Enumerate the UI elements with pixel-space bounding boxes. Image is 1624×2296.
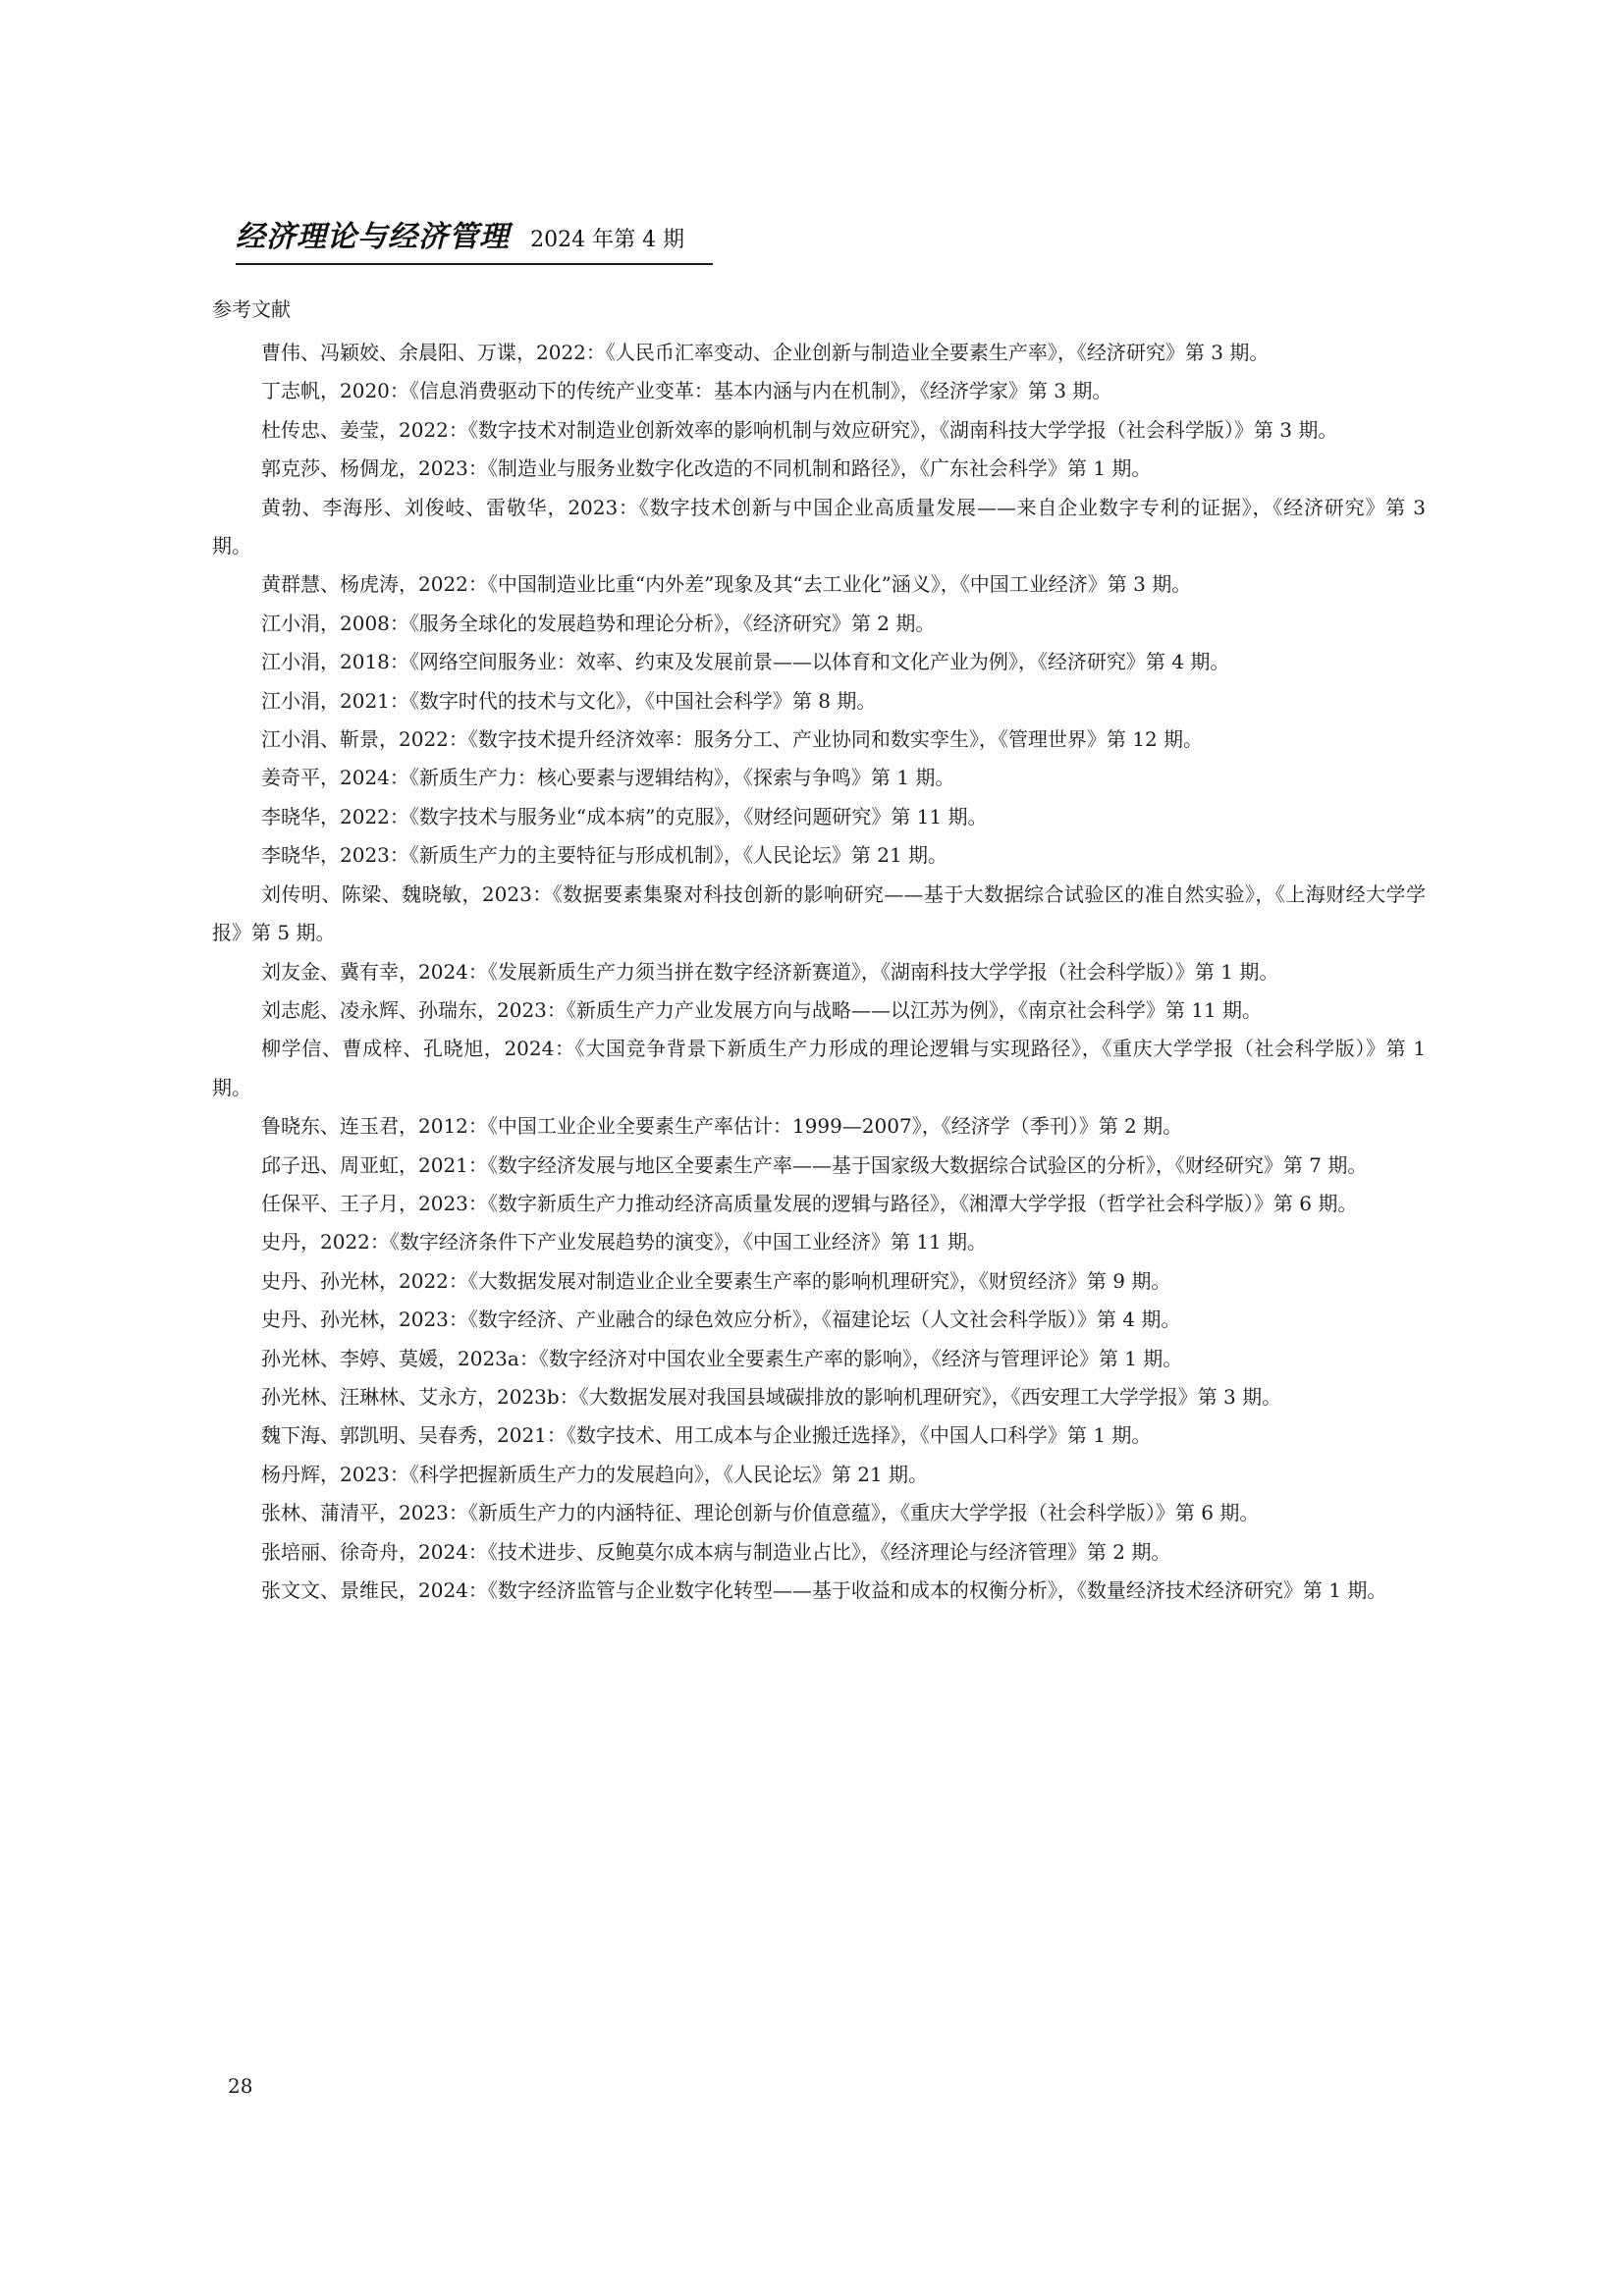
reference-entry: 柳学信、曹成梓、孔晓旭，2024：《大国竞争背景下新质生产力形成的理论逻辑与实现路径》，《重庆大学学报（社会科学版）》第 1 期。 — [212, 1037, 1426, 1099]
issue-number: 2024 年第 4 期 — [530, 228, 685, 252]
reference-entry: 史丹，2022：《数字经济条件下产业发展趋势的演变》，《中国工业经济》第 11 期。 — [261, 1230, 988, 1255]
reference-entry: 郭克莎、杨倜龙，2023：《制造业与服务业数字化改造的不同机制和路径》，《广东社会科学》第 1 期。 — [261, 456, 1152, 481]
reference-entry: 鲁晓东、连玉君，2012：《中国工业企业全要素生产率估计：1999—2007》，《经济学（季刊）》第 2 期。 — [261, 1114, 1183, 1139]
reference-entry: 姜奇平，2024：《新质生产力：核心要素与逻辑结构》，《探索与争鸣》第 1 期。 — [261, 766, 955, 790]
reference-entry: 刘志彪、凌永辉、孙瑞东，2023：《新质生产力产业发展方向与战略——以江苏为例》，《南京社会科学》第 11 期。 — [261, 997, 1263, 1022]
running-header — [236, 214, 713, 265]
page-number: 28 — [228, 2074, 253, 2098]
reference-entry: 江小涓，2008：《服务全球化的发展趋势和理论分析》，《经济研究》第 2 期。 — [261, 611, 936, 635]
reference-entry: 张培丽、徐奇舟，2024：《技术进步、反鲍莫尔成本病与制造业占比》，《经济理论与经济管理》第 2 期。 — [261, 1539, 1171, 1564]
reference-entry: 李晓华，2022：《数字技术与服务业“成本病”的克服》，《财经问题研究》第 11 期。 — [261, 804, 988, 828]
reference-entry: 孙光林、汪琳林、艾永方，2023b：《大数据发展对我国县域碳排放的影响机理研究》，《西安理工大学学报》第 3 期。 — [261, 1384, 1282, 1409]
reference-entry: 杨丹辉，2023：《科学把握新质生产力的发展趋向》，《人民论坛》第 21 期。 — [261, 1462, 929, 1486]
references-title: 参考文献 — [212, 297, 291, 321]
references-section — [212, 294, 1426, 1610]
reference-entry: 黄勃、李海彤、刘俊岐、雷敬华，2023：《数字技术创新与中国企业高质量发展——来自企业数字专利的证据》，《经济研究》第 3 期。 — [212, 495, 1426, 559]
reference-entry: 江小涓，2021：《数字时代的技术与文化》，《中国社会科学》第 8 期。 — [261, 688, 877, 713]
reference-entry: 曹伟、冯颖姣、余晨阳、万谍，2022：《人民币汇率变动、企业创新与制造业全要素生产率》，《经济研究》第 3 期。 — [261, 341, 1270, 364]
reference-entry: 黄群慧、杨虎涛，2022：《中国制造业比重“内外差”现象及其“去工业化”涵义》，《中国工业经济》第 3 期。 — [261, 572, 1192, 597]
reference-entry: 史丹、孙光林，2022：《大数据发展对制造业企业全要素生产率的影响机理研究》，《财贸经济》第 9 期。 — [261, 1268, 1171, 1293]
reference-entry: 丁志帆，2020：《信息消费驱动下的传统产业变革：基本内涵与内在机制》，《经济学家》第 3 期。 — [261, 379, 1112, 403]
reference-entry: 江小涓，2018：《网络空间服务业：效率、约束及发展前景——以体育和文化产业为例》，《经济研究》第 4 期。 — [261, 650, 1230, 674]
reference-entry: 邱子迅、周亚虹，2021：《数字经济发展与地区全要素生产率——基于国家级大数据综合试验区的分析》，《财经研究》第 7 期。 — [261, 1152, 1368, 1177]
references-list — [212, 334, 1426, 1610]
reference-entry: 江小涓、靳景，2022：《数字技术提升经济效率：服务分工、产业协同和数实孪生》，《管理世界》第 12 期。 — [261, 727, 1204, 752]
reference-entry: 孙光林、李婷、莫媛，2023a：《数字经济对中国农业全要素生产率的影响》，《经济与管理评论》第 1 期。 — [261, 1346, 1183, 1370]
journal-name: 经济理论与经济管理 — [236, 220, 510, 254]
reference-entry: 刘传明、陈梁、魏晓敏，2023：《数据要素集聚对科技创新的影响研究——基于大数据综合试验区的准自然实验》，《上海财经大学学报》第 5 期。 — [212, 881, 1426, 945]
reference-entry: 李晓华，2023：《新质生产力的主要特征与形成机制》，《人民论坛》第 21 期。 — [261, 843, 948, 868]
reference-entry: 张文文、景维民，2024：《数字经济监管与企业数字化转型——基于收益和成本的权衡分析》，《数量经济技术经济研究》第 1 期。 — [261, 1578, 1387, 1602]
reference-entry: 杜传忠、姜莹，2022：《数字技术对制造业创新效率的影响机制与效应研究》，《湖南科技大学学报（社会科学版）》第 3 期。 — [261, 417, 1338, 442]
reference-entry: 刘友金、冀有幸，2024：《发展新质生产力须当拼在数字经济新赛道》，《湖南科技大学学报（社会科学版）》第 1 期。 — [261, 959, 1279, 984]
reference-entry: 史丹、孙光林，2023：《数字经济、产业融合的绿色效应分析》，《福建论坛（人文社会科学版）》第 4 期。 — [261, 1308, 1181, 1332]
reference-entry: 张林、蒲清平，2023：《新质生产力的内涵特征、理论创新与价值意蕴》，《重庆大学学报（社会科学版）》第 6 期。 — [261, 1501, 1260, 1525]
reference-entry: 魏下海、郭凯明、吴春秀，2021：《数字技术、用工成本与企业搬迁选择》，《中国人口科学》第 1 期。 — [261, 1423, 1152, 1448]
reference-entry: 任保平、王子月，2023：《数字新质生产力推动经济高质量发展的逻辑与路径》，《湘潭大学学报（哲学社会科学版）》第 6 期。 — [261, 1191, 1358, 1215]
